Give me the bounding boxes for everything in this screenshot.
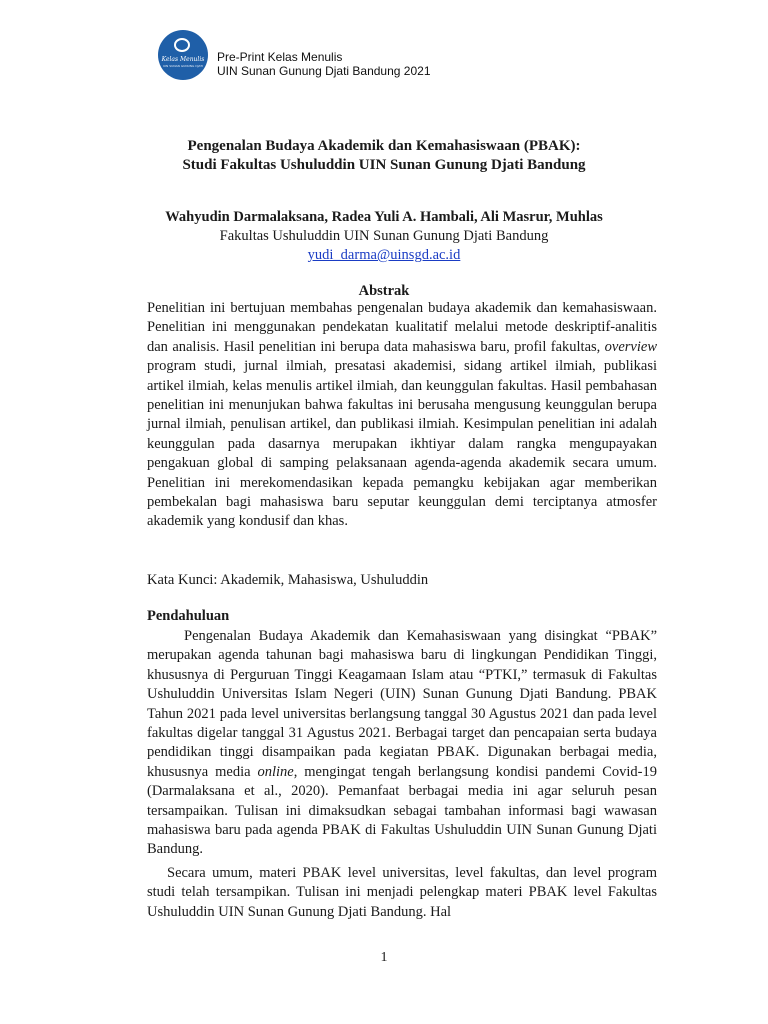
keywords: Kata Kunci: Akademik, Mahasiswa, Ushuluddin [147, 572, 429, 588]
header-line-1: Pre-Print Kelas Menulis [217, 50, 343, 64]
author-list: Wahyudin Darmalaksana, Radea Yuli A. Hambali, Ali Masrur, Muhlas [165, 209, 603, 225]
abstract-text-1: Penelitian ini bertujuan membahas pengenalan budaya akademik dan kemahasiswaan. Penelitian ini menggunakan pendekatan kualitatif melalui metode deskriptif-analitis dan analisis. Hasil penelitian ini berupa data mahasiswa baru, profil fakultas, [147, 300, 657, 355]
intro-p1-italic-term: online [257, 763, 294, 780]
preprint-header [217, 50, 431, 78]
author-affiliation: Fakultas Ushuluddin UIN Sunan Gunung Djati Bandung [219, 228, 549, 244]
paper-title [100, 137, 668, 175]
header-line-2: UIN Sunan Gunung Djati Bandung 2021 [217, 64, 431, 78]
section-heading-pendahuluan: Pendahuluan [147, 608, 230, 624]
email-link[interactable]: yudi_darma@uinsgd.ac.id [307, 247, 461, 263]
intro-p1-text-2: , mengingat tengah berlangsung kondisi pandemi Covid-19 (Darmalaksana et al., 2020). Pemanfaat berbagai media ini agar seluruh pesan tersampaikan. Tulisan ini dimaksudkan sebagai tambahan informasi bagi wawasan mahasiswa baru pada agenda PBAK di Fakultas Ushuluddin UIN Sunan Gunung Djati Bandung. [147, 763, 657, 858]
abstract-body [147, 299, 657, 532]
logo-emblem-icon [174, 38, 190, 52]
intro-paragraph-1 [147, 627, 657, 860]
title-line-1: Pengenalan Budaya Akademik dan Kemahasiswaan (PBAK): [187, 138, 581, 154]
logo-subtext: UIN SUNAN GUNUNG DJATI [162, 64, 204, 68]
page-number: 1 [380, 950, 388, 965]
intro-p1-text-1: Pengenalan Budaya Akademik dan Kemahasiswaan yang disingkat “PBAK” merupakan agenda tahunan bagi mahasiswa baru di lingkungan Pendidikan Tinggi, khususnya di Perguruan Tinggi Keagamaan Islam atau “PTKI,” termasuk di Fakultas Ushuluddin Universitas Islam Negeri (UIN) Sunan Gunung Djati Bandung. PBAK Tahun 2021 pada level universitas berlangsung tanggal 30 Agustus 2021 dan pada level fakultas digelar tanggal 31 Agustus 2021. Berbagai target dan pencapaian serta budaya pendidikan tinggi disampaikan pada kegiatan PBAK. Digunakan berbagai media, khususnya media [147, 628, 657, 780]
intro-paragraph-2: Secara umum, materi PBAK level universitas, level fakultas, dan level program studi telah tersampikan. Tulisan ini menjadi pelengkap materi PBAK level Fakultas Ushuluddin UIN Sunan Gunung Djati Bandung. Hal [147, 865, 657, 920]
abstract-italic-term: overview [604, 338, 657, 355]
title-line-2: Studi Fakultas Ushuluddin UIN Sunan Gunung Djati Bandung [182, 157, 586, 173]
logo-text: Kelas Menulis [161, 56, 205, 63]
abstract-heading: Abstrak [358, 283, 410, 299]
kelas-menulis-logo [158, 30, 208, 80]
abstract-text-2: program studi, jurnal ilmiah, presatasi akademisi, sidang artikel ilmiah, publikasi artikel ilmiah, kelas menulis artikel ilmiah, dan keunggulan fakultas. Hasil pembahasan penelitian ini menunjukan bahwa fakultas ini berusaha mengusung keunggulan berupa jurnal ilmiah, penulisan artikel, dan publikasi ilmiah. Kesimpulan penelitian ini adalah keunggulan pada dasarnya merupakan ikhtiyar dalam rangka mengupayakan pengakuan global di samping pelaksanaan agenda-agenda akademik secara umum. Penelitian ini merekomendasikan kepada pemangku kebijakan agar memberikan pembekalan bagi mahasiswa baru seputar keunggulan demi terciptanya atmosfer akademik yang kondusif dan khas. [147, 358, 657, 530]
author-email [100, 246, 668, 265]
